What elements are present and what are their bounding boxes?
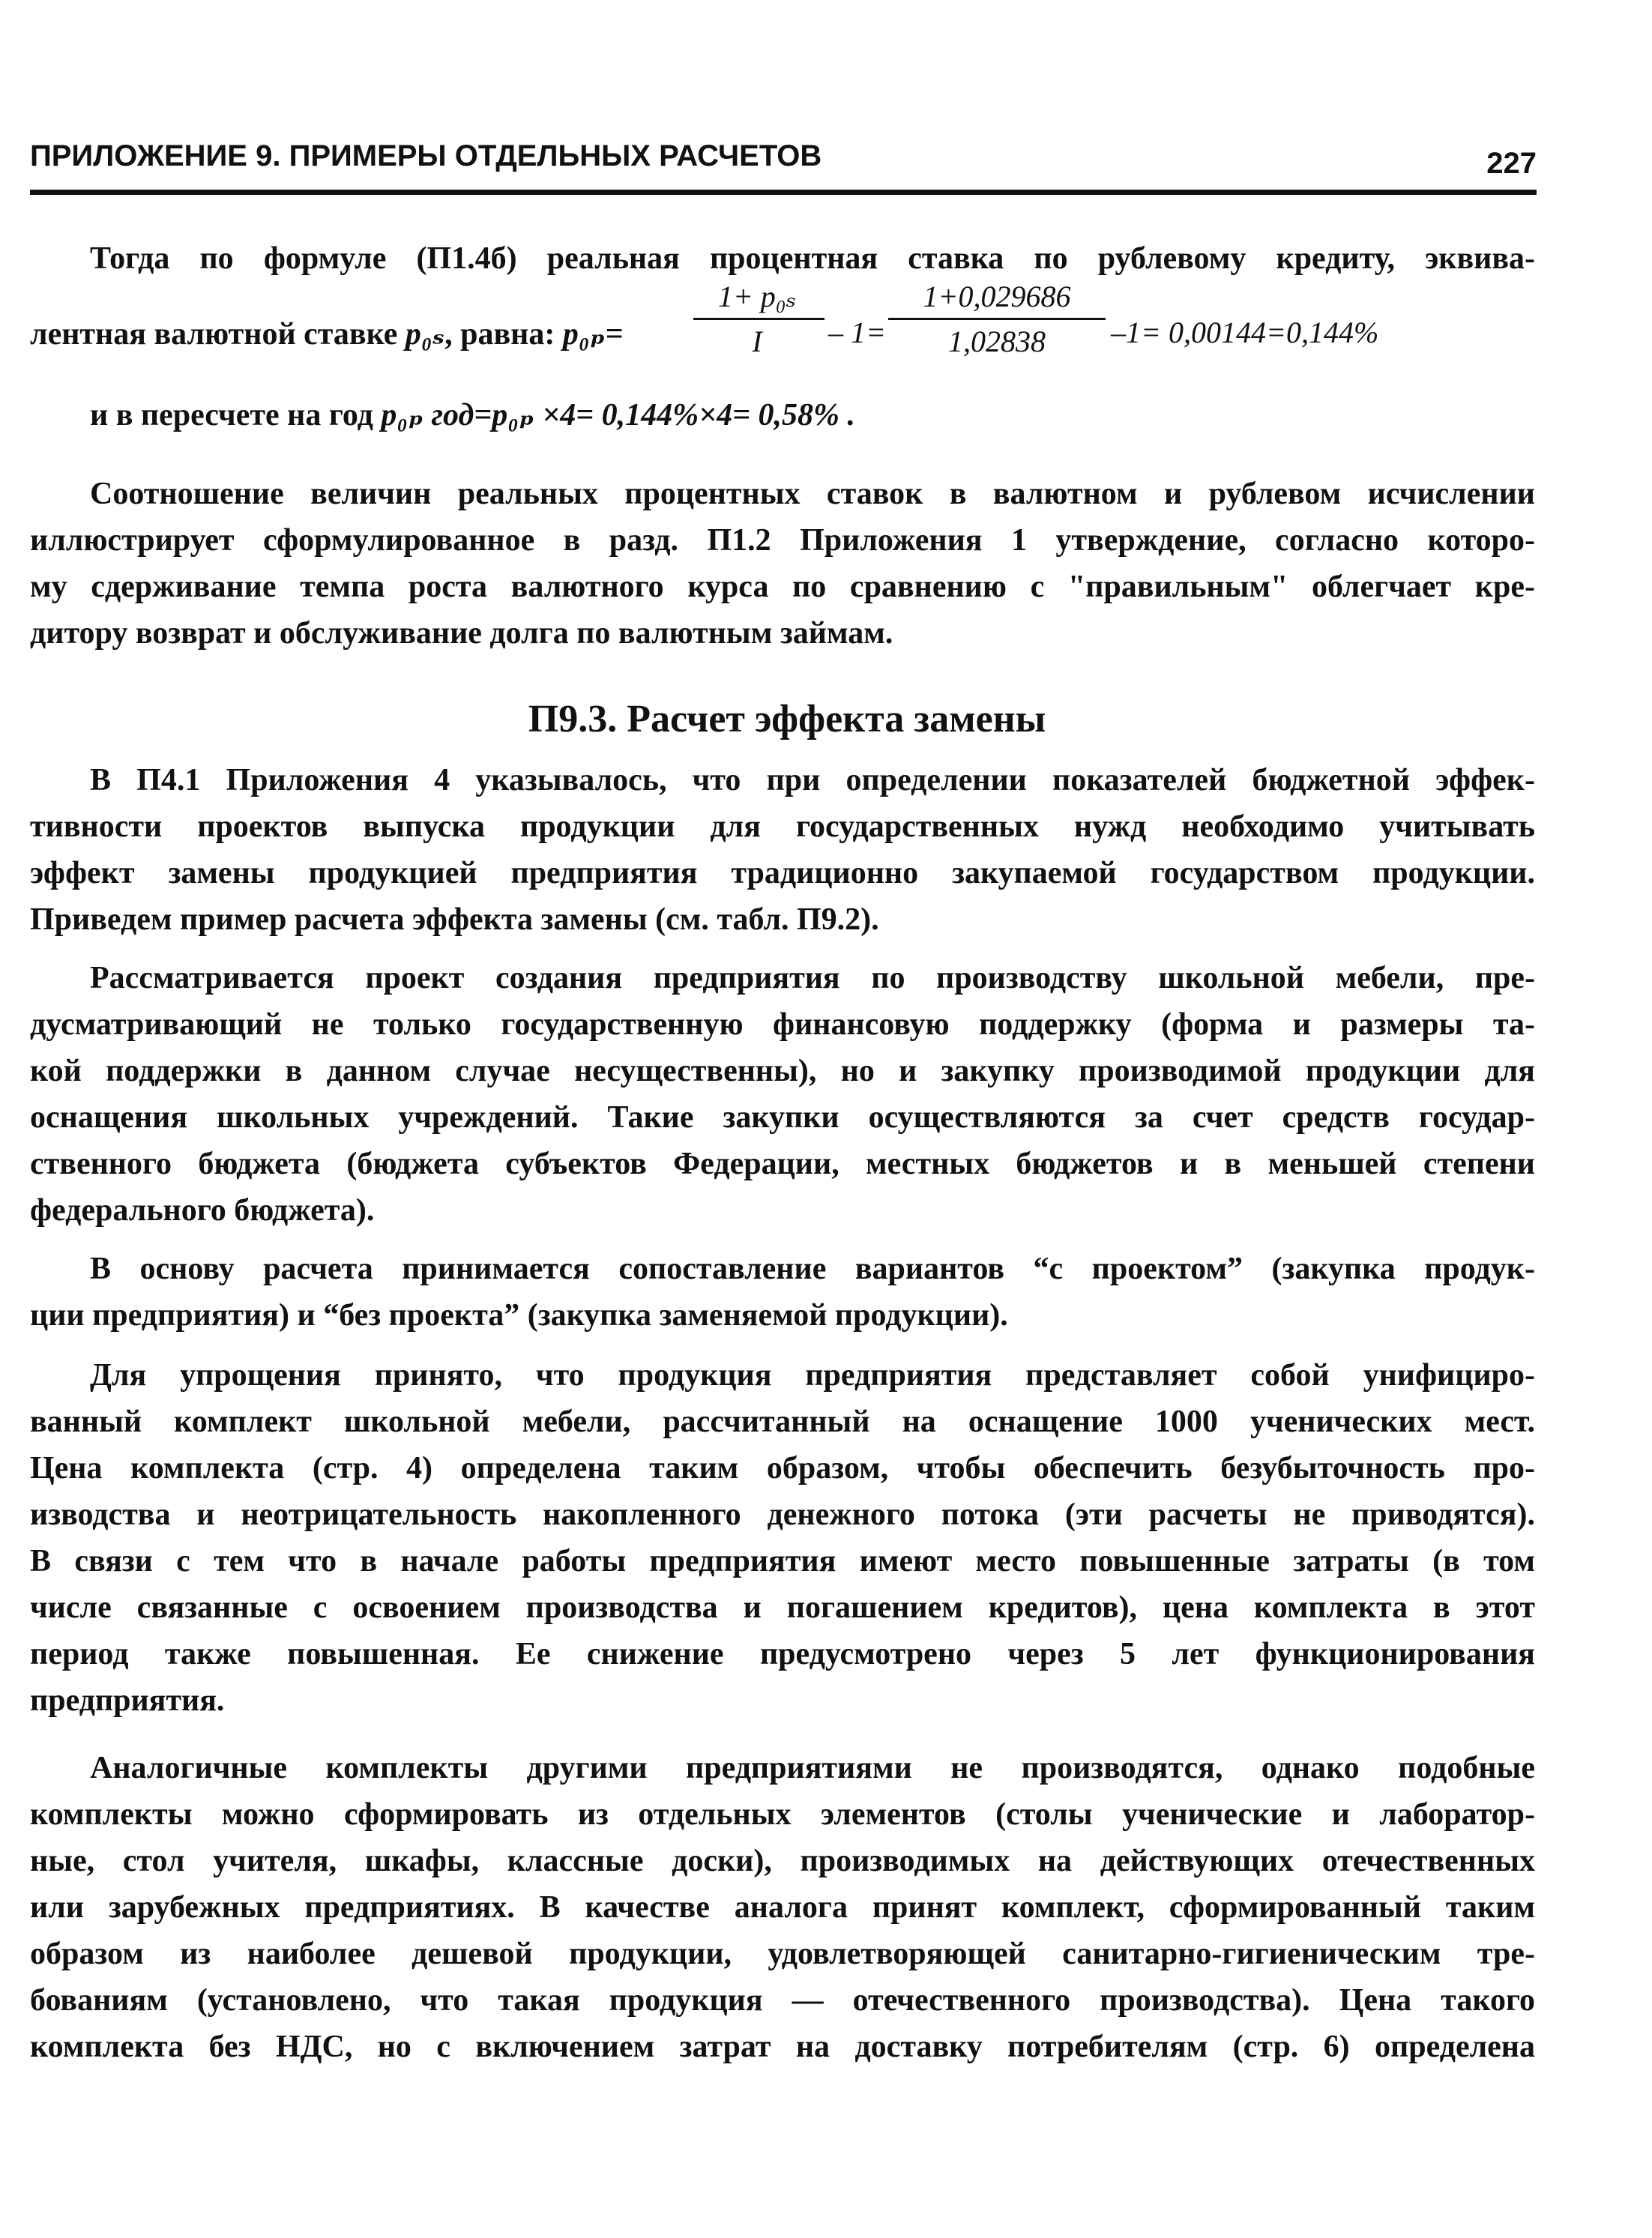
para2-line: В П4.1 Приложения 4 указывалось, что при определении показателей бюджетной эффек- [90,763,1535,797]
section-heading: П9.3. Расчет эффекта замены [528,698,1046,741]
para1-line: Соотношение величин реальных процентных ставок в валютном и рублевом исчислении [90,477,1535,511]
para5-line: ванный комплект школьной мебели, рассчитанный на оснащение 1000 ученических мест. [30,1405,1535,1439]
formula-line3-expr: p₀ₚ год=p₀ₚ ×4= 0,144%×4= 0,58% . [381,398,855,432]
para3-line: дусматривающий не только государственную финансовую поддержку (форма и размеры та- [30,1007,1535,1042]
formula-result: –1= 0,00144=0,144% [1111,316,1379,349]
para6-line: Аналогичные комплекты другими предприятиями не производятся, однако подобные [90,1751,1535,1785]
para1-line: иллюстрирует сформулированное в разд. П1.2 Приложения 1 утверждение, согласно которо- [30,523,1535,558]
para5-line: изводства и неотрицательность накопленного денежного потока (эти расчеты не приводятся). [30,1497,1535,1532]
header-rule [30,190,1537,195]
para3-line: кой поддержки в данном случае несущественны), но и закупку производимой продукции для [30,1054,1535,1088]
para1-line: дитору возврат и обслуживание долга по валютным займам. [30,616,893,651]
para3-line: Рассматривается проект создания предприятия по производству школьной мебели, пре- [90,961,1535,995]
para5-line: числе связанные с освоением производства и погашением кредитов), цена комплекта в этот [30,1590,1535,1625]
para6-line: образом из наиболее дешевой продукции, удовлетворяющей санитарно-гигиеническим тре- [30,1937,1535,1971]
running-header [30,139,1537,184]
frac1-denominator: I [752,325,762,358]
para5-line: период также повышенная. Ее снижение предусмотрено через 5 лет функционирования [30,1637,1535,1671]
para5-line: В связи с тем что в начале работы предприятия имеют место повышенные затраты (в том [30,1544,1535,1578]
frac2-line [888,318,1106,320]
p-os-symbol: p₀ₛ [405,317,445,352]
equals-sign: = [605,317,624,352]
formula-line3 [90,396,855,433]
para3-line: оснащения школьных учреждений. Такие закупки осуществляются за счет средств государ- [30,1100,1535,1135]
para2-line: Приведем пример расчета эффекта замены (см. табл. П9.2). [30,902,879,937]
frac1-minus: – 1= [828,316,886,349]
frac1-numerator: 1+ p₀ₛ [717,280,797,313]
header-title: ПРИЛОЖЕНИЕ 9. ПРИМЕРЫ ОТДЕЛЬНЫХ РАСЧЕТОВ [30,139,822,172]
para3-line: ственного бюджета (бюджета субъектов Федерации, местных бюджетов и в меньшей степени [30,1147,1535,1181]
formula-line2-label: лентная валютной ставке [30,317,398,352]
para6-line: комплекты можно сформировать из отдельных элементов (столы ученические и лаборатор- [30,1797,1535,1832]
page-number: 227 [1486,147,1537,180]
frac1-line [693,318,825,320]
para6-line: или зарубежных предприятиях. В качестве аналога принят комплект, сформированный таким [30,1890,1535,1925]
para2-line: эффект замены продукцией предприятия традиционно закупаемой государством продукции. [30,856,1535,890]
frac2-numerator: 1+0,029686 [923,280,1071,313]
para2-line: тивности проектов выпуска продукции для государственных нужд необходимо учитывать [30,809,1535,844]
para5-line: Цена комплекта (стр. 4) определена таким образом, чтобы обеспечить безубыточность про- [30,1451,1535,1486]
para6-line: бованиям (установлено, что такая продукция — отечественного производства). Цена такого [30,1983,1535,2018]
para1-line: му сдерживание темпа роста валютного курса по сравнению с "правильным" облегчает кре- [30,570,1535,604]
frac2-denominator: 1,02838 [948,325,1046,358]
para4-line: ции предприятия) и “без проекта” (закупка заменяемой продукции). [30,1298,1008,1333]
ravna-text: , равна: [444,317,555,352]
formula-line2-text [30,315,623,352]
para6-line: комплекта без НДС, но с включением затрат на доставку потребителям (стр. 6) определена [30,2030,1535,2064]
formula-intro-line1: Тогда по формуле (П1.4б) реальная процентная ставка по рублевому кредиту, эквива- [90,241,1535,276]
formula-line3-label: и в пересчете на год [90,398,373,432]
p-op-symbol: p₀ₚ [562,317,606,352]
para5-line: предприятия. [30,1683,225,1718]
para4-line: В основу расчета принимается сопоставление вариантов “с проектом” (закупка продук- [90,1252,1535,1286]
para3-line: федерального бюджета). [30,1193,375,1228]
para6-line: ные, стол учителя, шкафы, классные доски), производимых на действующих отечественных [30,1844,1535,1878]
para5-line: Для упрощения принято, что продукция предприятия представляет собой унифициро- [90,1358,1535,1393]
